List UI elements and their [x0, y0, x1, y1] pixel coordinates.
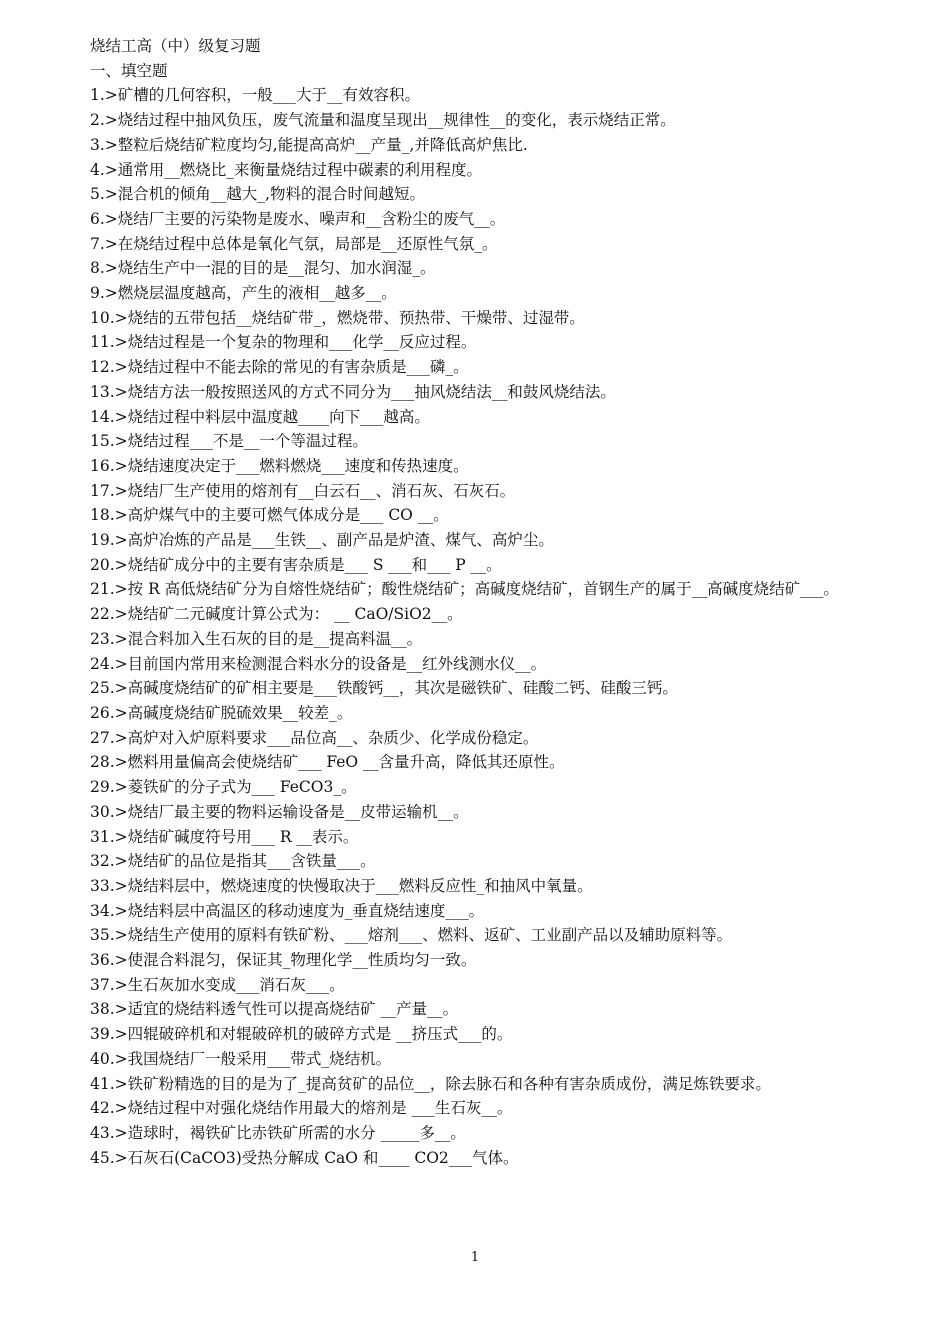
question-item: 30.>烧结厂最主要的物料运输设备是__皮带运输机__。	[90, 802, 469, 821]
question-item: 45.>石灰石(CaCO3)受热分解成 CaO 和____ CO2___气体。	[90, 1148, 519, 1167]
question-item: 13.>烧结方法一般按照送风的方式不同分为___抽风烧结法__和鼓风烧结法。	[90, 382, 616, 401]
question-item: 6.>烧结厂主要的污染物是废水、噪声和__含粉尘的废气__。	[90, 209, 506, 228]
question-item: 10.>烧结的五带包括__烧结矿带_，燃烧带、预热带、干燥带、过湿带。	[90, 308, 585, 327]
question-item: 21.>按 R 高低烧结矿分为自熔性烧结矿；酸性烧结矿；高碱度烧结矿，首钢生产的属于__高碱度烧结矿___。	[90, 580, 839, 599]
question-item: 12.>烧结过程中不能去除的常见的有害杂质是___磷_。	[90, 358, 469, 377]
question-item: 33.>烧结料层中，燃烧速度的快慢取决于___燃料反应性_和抽风中氧量。	[90, 876, 593, 895]
question-item: 1.>矿槽的几何容积，一般___大于__有效容积。	[90, 86, 421, 105]
question-item: 38.>适宜的烧结料透气性可以提高烧结矿 __产量__。	[90, 1000, 459, 1019]
document-title: 烧结工高（中）级复习题	[90, 37, 261, 55]
question-item: 40.>我国烧结厂一般采用___带式_烧结机。	[90, 1049, 392, 1068]
question-item: 8.>烧结生产中一混的目的是__混匀、加水润湿_。	[90, 259, 436, 278]
question-item: 32.>烧结矿的品位是指其___含铁量___。	[90, 852, 376, 871]
question-item: 39.>四辊破碎机和对辊破碎机的破碎方式是 __挤压式___的。	[90, 1025, 513, 1044]
question-item: 14.>烧结过程中料层中温度越____向下___越高。	[90, 407, 430, 426]
question-item: 4.>通常用__燃烧比_来衡量烧结过程中碳素的利用程度。	[90, 160, 483, 179]
question-item: 18.>高炉煤气中的主要可燃气体成分是___ CO __。	[90, 506, 449, 525]
question-item: 35.>烧结生产使用的原料有铁矿粉、___熔剂___、燃料、返矿、工业副产品以及辅助原料等。	[90, 926, 733, 945]
question-item: 11.>烧结过程是一个复杂的物理和___化学__反应过程。	[90, 333, 477, 352]
page-number: 1	[470, 1250, 480, 1265]
question-item: 31.>烧结矿碱度符号用___ R __表示。	[90, 827, 359, 846]
question-item: 24.>目前国内常用来检测混合料水分的设备是__红外线测水仪__。	[90, 654, 547, 673]
question-item: 25.>高碱度烧结矿的矿相主要是___铁酸钙__，其次是磁铁矿、硅酸二钙、硅酸三钙。	[90, 679, 678, 698]
question-item: 41.>铁矿粉精选的目的是为了_提高贫矿的品位__，除去脉石和各种有害杂质成份，满足炼铁要求。	[90, 1074, 771, 1093]
question-item: 27.>高炉对入炉原料要求___品位高__、杂质少、化学成份稳定。	[90, 728, 539, 747]
document-body	[90, 34, 870, 1170]
question-item: 26.>高碱度烧结矿脱硫效果__较差_。	[90, 703, 353, 722]
section-heading: 一、填空题	[90, 61, 168, 80]
question-item: 17.>烧结厂生产使用的熔剂有__白云石__、消石灰、石灰石。	[90, 481, 516, 500]
question-item: 9.>燃烧层温度越高，产生的液相__越多__。	[90, 284, 397, 303]
question-item: 34.>烧结料层中高温区的移动速度为_垂直烧结速度___。	[90, 901, 485, 920]
question-item: 19.>高炉冶炼的产品是___生铁__、副产品是炉渣、煤气、高炉尘。	[90, 531, 554, 550]
question-item: 7.>在烧结过程中总体是氧化气氛，局部是__还原性气氛_。	[90, 234, 498, 253]
question-item: 3.>整粒后烧结矿粒度均匀,能提高高炉__产量_,并降低高炉焦比.	[90, 135, 528, 154]
question-item: 43.>造球时，褐铁矿比赤铁矿所需的水分 _____多__。	[90, 1123, 466, 1142]
question-item: 29.>菱铁矿的分子式为___ FeCO3_。	[90, 778, 357, 797]
question-item: 22.>烧结矿二元碱度计算公式为： __ CaO/SiO2__。	[90, 605, 463, 624]
question-item: 28.>燃料用量偏高会使烧结矿___ FeO __含量升高，降低其还原性。	[90, 753, 565, 772]
question-item: 36.>使混合料混匀，保证其_物理化学__性质均匀一致。	[90, 951, 477, 970]
question-item: 15.>烧结过程___不是__一个等温过程。	[90, 432, 368, 451]
question-item: 42.>烧结过程中对强化烧结作用最大的熔剂是 ___生石灰__。	[90, 1099, 513, 1118]
question-item: 23.>混合料加入生石灰的目的是__提高料温__。	[90, 629, 423, 648]
question-item: 5.>混合机的倾角__越大_,物料的混合时间越短。	[90, 185, 425, 204]
question-item: 16.>烧结速度决定于___燃料燃烧___速度和传热速度。	[90, 456, 469, 475]
question-item: 20.>烧结矿成分中的主要有害杂质是___ S ___和___ P __。	[90, 555, 502, 574]
question-item: 37.>生石灰加水变成___消石灰___。	[90, 975, 345, 994]
question-item: 2.>烧结过程中抽风负压，废气流量和温度呈现出__规律性__的变化，表示烧结正常。	[90, 111, 676, 130]
